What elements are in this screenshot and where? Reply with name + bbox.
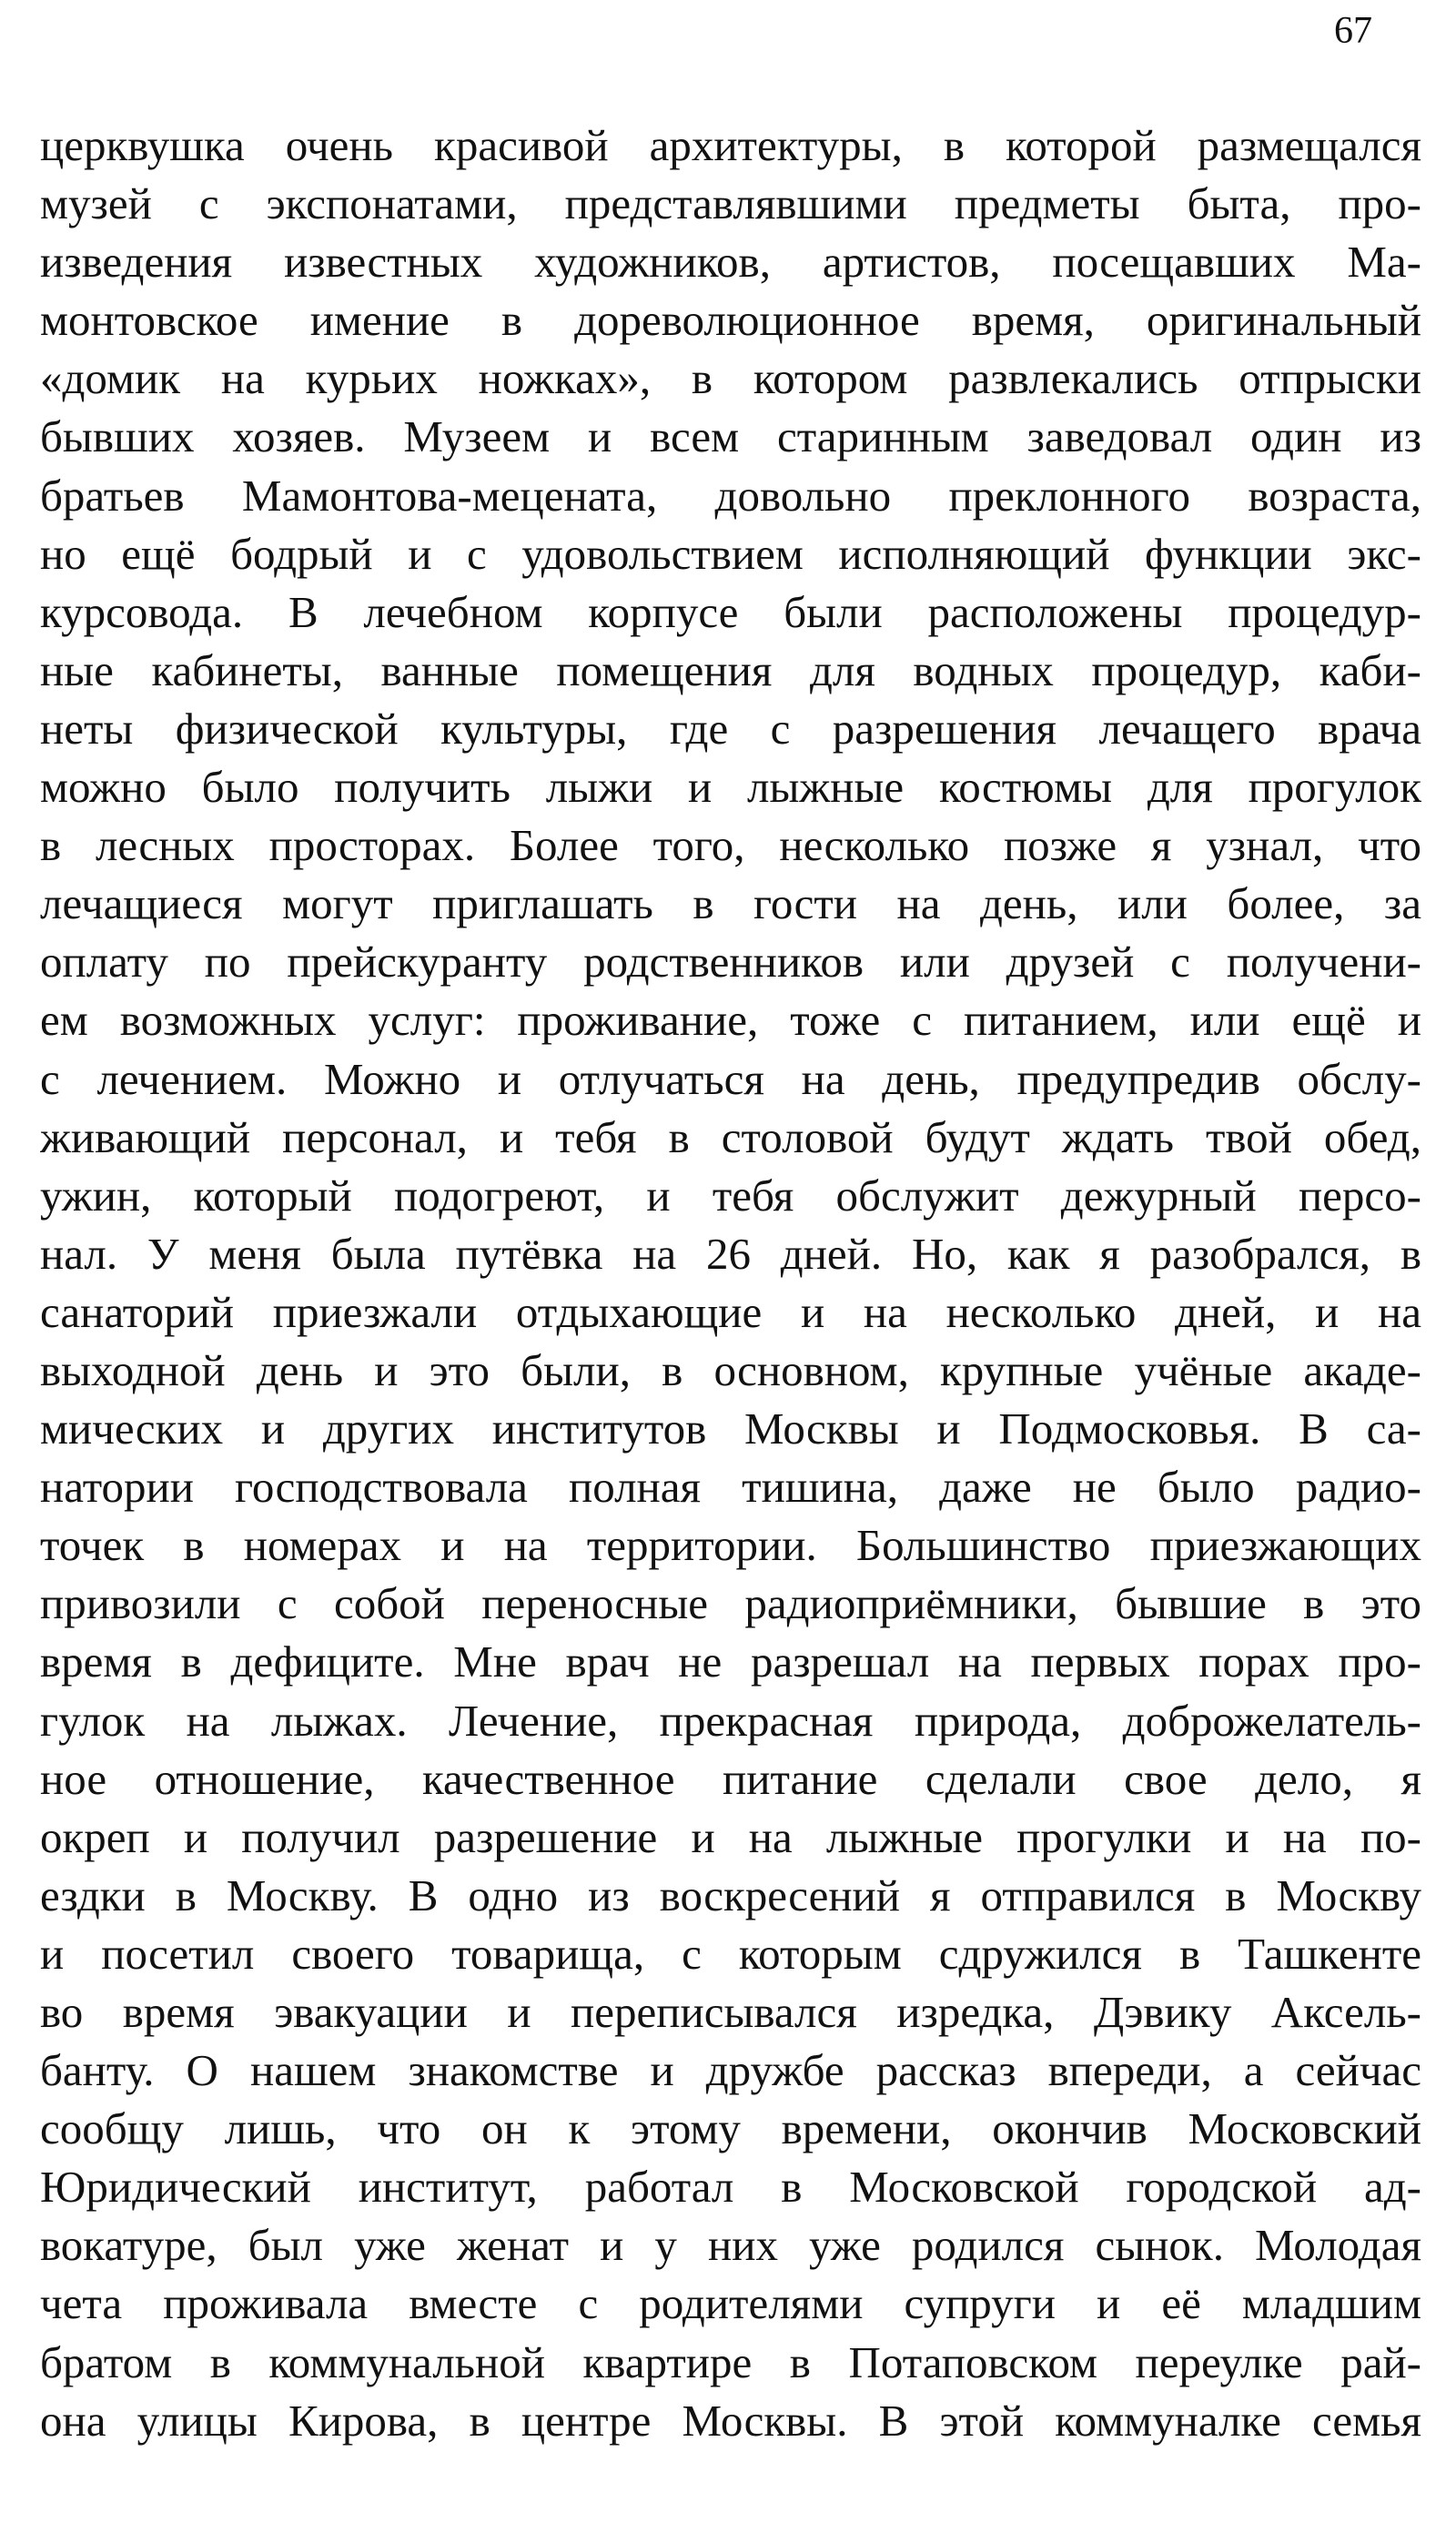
text-line: сообщу лишь, что он к этому времени, окончив Московский [40,2103,1421,2154]
body-text [40,117,1421,2450]
text-line: санаторий приезжали отдыхающие и на несколько дней, и на [40,1286,1421,1337]
text-line: время в дефиците. Мне врач не разрешал на первых порах про- [40,1636,1421,1687]
text-line: неты физической культуры, где с разрешения лечащего врача [40,703,1421,754]
text-line: церквушка очень красивой архитектуры, в которой размещался [40,120,1421,170]
text-line: братом в коммунальной квартире в Потаповском переулке рай- [40,2336,1421,2387]
text-line: оплату по прейскуранту родственников или друзей с получени- [40,937,1421,988]
text-line: ем возможных услуг: проживание, тоже с питанием, или ещё и [40,995,1421,1046]
text-line: Юридический институт, работал в Московской городской ад- [40,2162,1421,2213]
text-line: живающий персонал, и тебя в столовой будут ждать твой обед, [40,1111,1421,1162]
text-line: вокатуре, был уже женат и у них уже родился сынок. Молодая [40,2220,1421,2271]
text-line: можно было получить лыжи и лыжные костюмы для прогулок [40,762,1421,813]
text-line: во время эвакуации и переписывался изредка, Дэвику Аксель- [40,1987,1421,2037]
text-line: в лесных просторах. Более того, несколько позже я узнал, что [40,820,1421,871]
text-line: ные кабинеты, ванные помещения для водных процедур, каби- [40,644,1421,695]
text-line: ездки в Москву. В одно из воскресений я отправился в Москву [40,1869,1421,1920]
text-line: изведения известных художников, артистов, посещавших Ма- [40,237,1421,288]
text-line: братьев Мамонтова-мецената, довольно преклонного возраста, [40,470,1421,521]
text-line: мических и других институтов Москвы и Подмосковья. В са- [40,1403,1421,1454]
text-line: банту. О нашем знакомстве и дружбе рассказ впереди, а сейчас [40,2045,1421,2096]
text-line: выходной день и это были, в основном, крупные учёные акаде- [40,1344,1421,1395]
text-line: и посетил своего товарища, с которым сдружился в Ташкенте [40,1928,1421,1979]
text-line: ное отношение, качественное питание сделали свое дело, я [40,1753,1421,1804]
text-line: ужин, который подогреют, и тебя обслужит дежурный персо- [40,1170,1421,1221]
text-line: с лечением. Можно и отлучаться на день, предупредив обслу- [40,1053,1421,1104]
text-line: окреп и получил разрешение и на лыжные прогулки и на по- [40,1811,1421,1862]
text-line: но ещё бодрый и с удовольствием исполняющий функции экс- [40,528,1421,579]
text-line: лечащиеся могут приглашать в гости на день, или более, за [40,878,1421,929]
text-line: гулок на лыжах. Лечение, прекрасная природа, доброжелатель- [40,1695,1421,1746]
text-line: нал. У меня была путёвка на 26 дней. Но, как я разобрался, в [40,1228,1421,1279]
text-line: привозили с собой переносные радиоприёмники, бывшие в это [40,1578,1421,1629]
text-line: монтовское имение в дореволюционное время, оригинальный [40,295,1421,346]
text-line: точек в номерах и на территории. Большинство приезжающих [40,1520,1421,1571]
page-number: 67 [1334,10,1372,52]
text-line: «домик на курьих ножках», в котором развлекались отпрыски [40,353,1421,404]
text-line: курсовода. В лечебном корпусе были расположены процедур- [40,586,1421,637]
text-line: чета проживала вместе с родителями супруги и её младшим [40,2278,1421,2329]
text-line: натории господствовала полная тишина, даже не было радио- [40,1462,1421,1513]
text-line: музей с экспонатами, представлявшими предметы быта, про- [40,178,1421,229]
text-line: бывших хозяев. Музеем и всем старинным заведовал один из [40,411,1421,462]
text-line: она улицы Кирова, в центре Москвы. В этой коммуналке семья [40,2395,1421,2446]
